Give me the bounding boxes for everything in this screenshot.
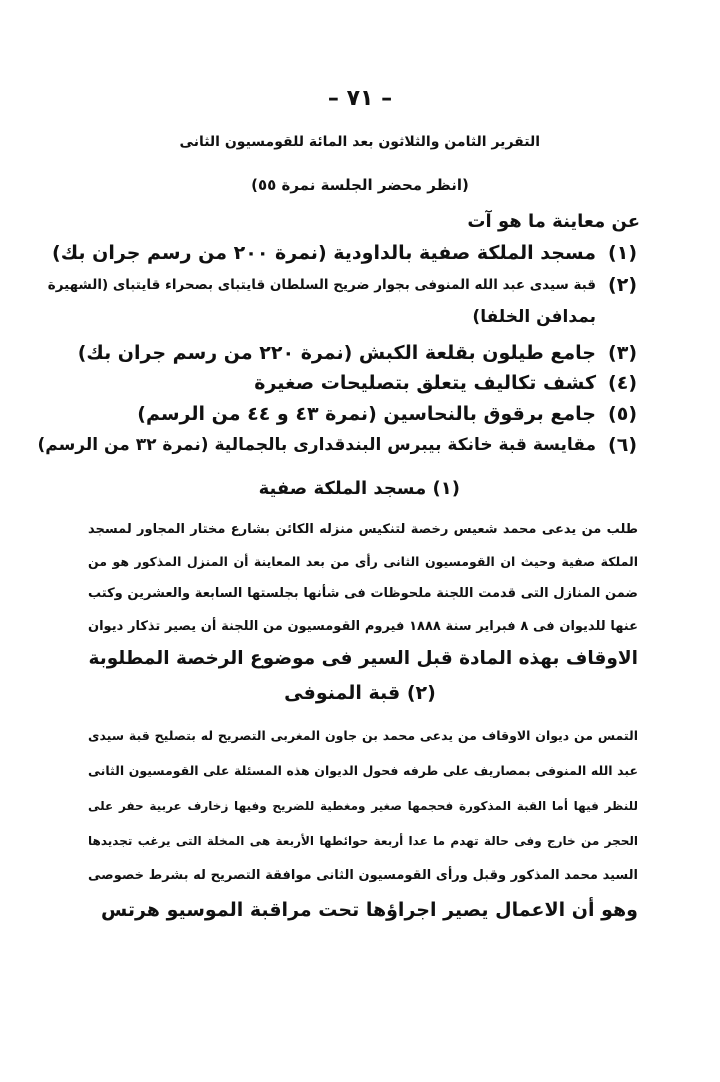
item-text: كشف تكاليف يتعلق بتصليحات صغيرة bbox=[254, 372, 596, 394]
item-number: (٥) bbox=[608, 403, 637, 425]
paragraph-line: عبد الله المنوفى بمصاريف على طرفه فحول الديوان هذه المسئلة على القومسيون الثانى bbox=[88, 763, 638, 778]
paragraph-line: عنها للديوان فى ٨ فبراير سنة ١٨٨٨ فيروم القومسيون من اللجنة أن يصير تذكار ديوان bbox=[88, 619, 638, 634]
paragraph-line: التمس من ديوان الاوقاف من يدعى محمد بن جاون المغربى التصريح له بتصليح قبة سيدى bbox=[88, 728, 638, 743]
paragraph-line: ضمن المنازل التى قدمت اللجنة ملحوظات فى شأنها بجلستها السابعة والعشرين وكتب bbox=[88, 586, 638, 601]
item-text: جامع طيلون بقلعة الكبش (نمرة ٢٢٠ من رسم جران بك) bbox=[77, 342, 596, 364]
report-title: التقرير الثامن والثلاثون بعد المائة للقومسيون الثانى bbox=[179, 134, 540, 150]
paragraph-line: السيد محمد المذكور وقبل ورأى القومسيون الثانى موافقة التصريح له بشرط خصوصى bbox=[88, 868, 638, 883]
section-heading: (٢) قبة المنوفى bbox=[284, 682, 436, 704]
page-number: – ٧١ – bbox=[327, 86, 393, 111]
item-text: قبة سيدى عبد الله المنوفى بجوار ضريح السلطان قايتباى بصحراء قايتباى (الشهيرة bbox=[47, 277, 596, 293]
item-number: (١) bbox=[608, 242, 637, 264]
item-number: (٣) bbox=[608, 342, 637, 364]
item-text: مسجد الملكة صفية بالداودية (نمرة ٢٠٠ من رسم جران بك) bbox=[52, 242, 596, 264]
paragraph-line: طلب من يدعى محمد شعيس رخصة لتنكيس منزله الكائن بشارع مختار المجاور لمسجد bbox=[88, 522, 638, 537]
paragraph-line: الاوقاف بهذه المادة قبل السير فى موضوع الرخصة المطلوبة bbox=[88, 648, 638, 669]
paragraph-line: للنظر فيها أما القبة المذكورة فحجمها صغير ومغطية للضريح وفيها زخارف عربية حفر على bbox=[88, 799, 638, 813]
paragraph-line: وهو أن الاعمال يصير اجراؤها تحت مراقبة الموسيو هرتس bbox=[100, 899, 638, 921]
item-number: (٢) bbox=[608, 274, 637, 296]
item-number: (٦) bbox=[608, 434, 637, 456]
list-item-continuation: بمدافن الخلفا) bbox=[472, 307, 596, 327]
intro-line: عن معاينة ما هو آت bbox=[467, 211, 640, 232]
item-text: مقايسة قبة خانكة بيبرس البندقدارى بالجمالية (نمرة ٣٢ من الرسم) bbox=[37, 435, 596, 455]
section-heading: (١) مسجد الملكة صفية bbox=[258, 478, 460, 499]
item-number: (٤) bbox=[608, 372, 637, 394]
paragraph-line: الملكة صفية وحيث ان القومسيون الثانى رأى من بعد المعاينة أن المنزل المذكور هو من bbox=[88, 554, 638, 569]
report-subtitle: (انظر محضر الجلسة نمرة ٥٥) bbox=[251, 176, 469, 194]
item-text: جامع برقوق بالنحاسين (نمرة ٤٣ و ٤٤ من الرسم) bbox=[137, 403, 596, 425]
paragraph-line: الحجر من خارج وفى حالة تهدم ما عدا أربعة حوائطها الأربعة هى المخلة التى يرغب تجديدها bbox=[88, 834, 638, 848]
